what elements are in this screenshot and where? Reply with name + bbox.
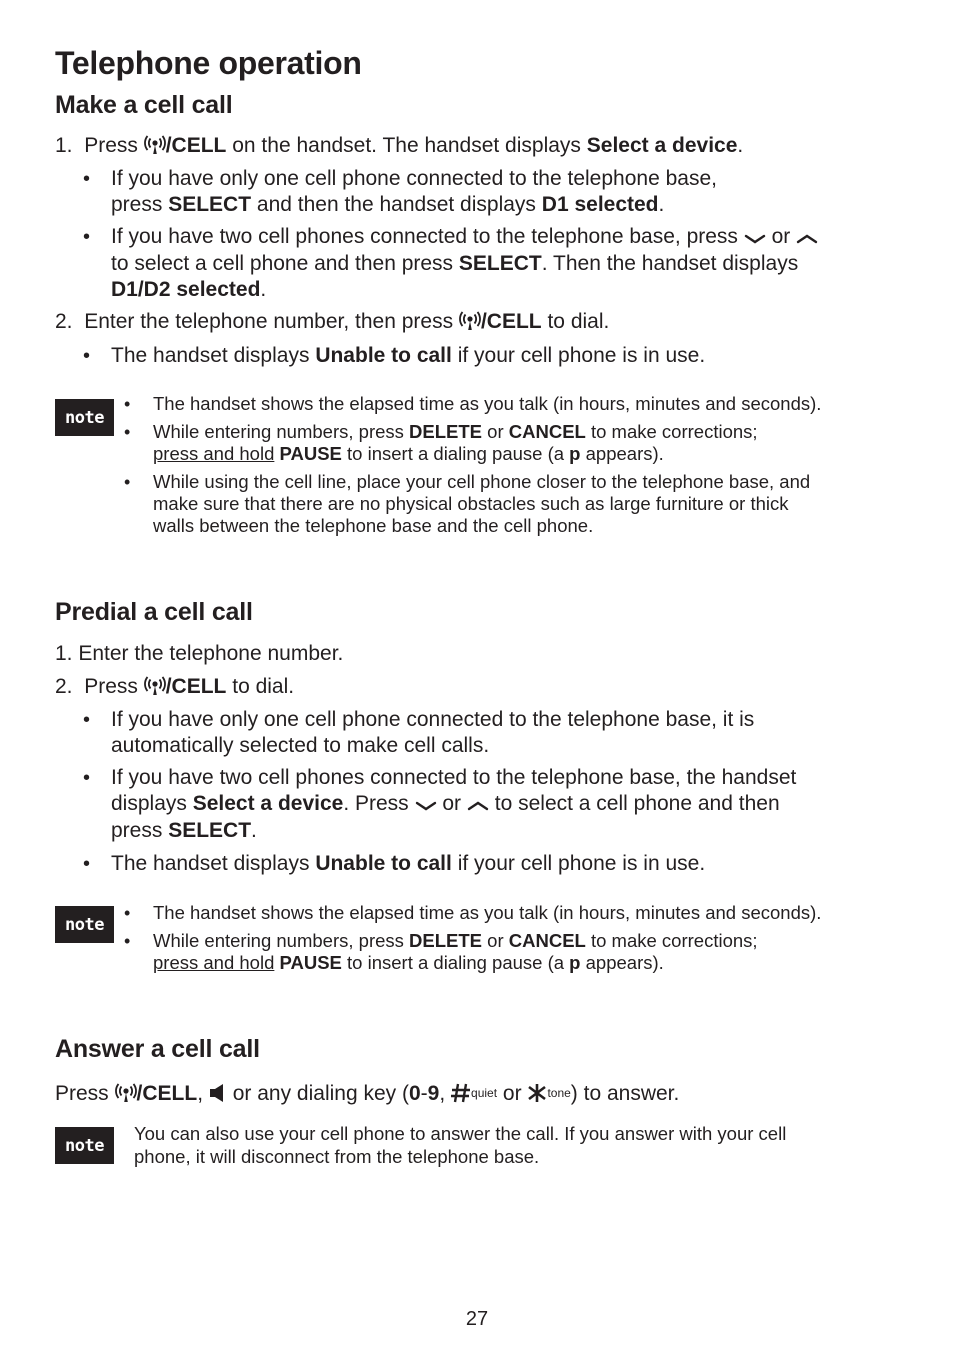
page-number: 27: [465, 1308, 489, 1330]
bullet-text: If you have two cell phones connected to the telephone base, press or: [111, 224, 818, 250]
select-key-label: SELECT: [458, 252, 542, 275]
bullet-text: The handset displays Unable to call if your cell phone is in use.: [111, 852, 706, 875]
cell-key-label: /CELL: [136, 1082, 198, 1105]
select-key-label: SELECT: [168, 193, 252, 216]
display-unable-to-call: Unable to call: [315, 344, 452, 367]
bullet-text: The handset displays Unable to call if your cell phone is in use.: [111, 344, 706, 367]
star-key-icon: [527, 1083, 547, 1103]
cell-key-label: /CELL: [165, 675, 227, 698]
bullet-text: press SELECT and then the handset displays D1 selected.: [111, 193, 665, 216]
page-title: Telephone operation: [55, 45, 362, 81]
display-unable-to-call: Unable to call: [315, 852, 452, 875]
section-heading-answer-cell-call: Answer a cell call: [55, 1035, 260, 1063]
make-step-2: 2. Enter the telephone number, then press /CELL to dial.: [55, 310, 610, 333]
bullet-icon: •: [124, 394, 131, 414]
pound-key-icon: [451, 1083, 471, 1103]
bullet-icon: •: [83, 767, 91, 789]
note-text: The handset shows the elapsed time as you talk (in hours, minutes and seconds).: [153, 902, 822, 923]
note-text: phone, it will disconnect from the telephone base.: [134, 1146, 540, 1167]
note-text: While using the cell line, place your cell phone closer to the telephone base, and: [153, 471, 811, 492]
bullet-text: press SELECT.: [111, 819, 257, 842]
chevron-up-icon: [796, 232, 818, 246]
step-press-text: Press: [84, 134, 138, 157]
bullet-icon: •: [83, 168, 91, 190]
chevron-down-icon: [415, 799, 437, 813]
answer-instruction: Press /CELL, or any dialing key (0-9, $^{quiet}$ or $^{tone}$) to answer.: [55, 1082, 680, 1105]
note-text: While entering numbers, press DELETE or CANCEL to make corrections;: [153, 930, 758, 951]
note-text: You can also use your cell phone to answer the call. If you answer with your cell: [134, 1123, 787, 1144]
chevron-up-icon: [467, 799, 489, 813]
note-text: press and hold PAUSE to insert a dialing pause (a p appears).: [153, 443, 664, 464]
note-text: make sure that there are no physical obstacles such as large furniture or thick: [153, 493, 789, 514]
cell-key-label: /CELL: [480, 310, 542, 333]
display-d1-selected: D1 selected: [541, 193, 659, 216]
cell-antenna-icon: [115, 1083, 137, 1103]
cell-key-label: /CELL: [165, 134, 227, 157]
cell-antenna-icon: [144, 135, 166, 155]
bullet-icon: •: [124, 472, 131, 492]
note-badge: note: [55, 399, 114, 436]
bullet-icon: •: [83, 853, 91, 875]
note-text: press and hold PAUSE to insert a dialing pause (a p appears).: [153, 952, 664, 973]
bullet-text: If you have two cell phones connected to the telephone base, the handset: [111, 766, 797, 789]
predial-step-2: 2. Press /CELL to dial.: [55, 675, 295, 698]
bullet-text: displays Select a device. Press or to select a cell phone and then: [111, 792, 780, 815]
step-text: on the handset. The handset displays: [232, 134, 581, 157]
display-d1d2-selected: D1/D2 selected: [111, 278, 261, 301]
bullet-icon: •: [124, 903, 131, 923]
make-step-1: 1. Press /CELL on the handset. The handset displays Select a device.: [55, 134, 744, 157]
note-text: The handset shows the elapsed time as you talk (in hours, minutes and seconds).: [153, 393, 822, 414]
bullet-icon: •: [83, 709, 91, 731]
cell-antenna-icon: [459, 311, 481, 331]
bullet-icon: •: [124, 931, 131, 951]
bullet-text: to select a cell phone and then press SELECT. Then the handset displays: [111, 252, 799, 275]
speaker-icon: [209, 1083, 227, 1103]
bullet-text: If you have only one cell phone connected to the telephone base,: [111, 167, 717, 190]
chevron-down-icon: [744, 232, 766, 246]
note-text: walls between the telephone base and the cell phone.: [153, 515, 594, 536]
cell-antenna-icon: [144, 676, 166, 696]
section-heading-predial-cell-call: Predial a cell call: [55, 598, 253, 626]
select-key-label: SELECT: [168, 819, 252, 842]
bullet-text: If you have only one cell phone connected to the telephone base, it is: [111, 708, 755, 731]
note-text: While entering numbers, press DELETE or CANCEL to make corrections;: [153, 421, 758, 442]
predial-step-1: 1. Enter the telephone number.: [55, 642, 344, 665]
bullet-icon: •: [124, 422, 131, 442]
note-badge: note: [55, 1127, 114, 1164]
bullet-text: D1/D2 selected.: [111, 278, 267, 301]
note-badge: note: [55, 906, 114, 943]
display-select-a-device: Select a device: [586, 134, 738, 157]
bullet-text: automatically selected to make cell calls.: [111, 734, 490, 757]
bullet-icon: •: [83, 345, 91, 367]
display-select-a-device: Select a device: [192, 792, 344, 815]
step-number: 1.: [55, 134, 73, 157]
section-heading-make-cell-call: Make a cell call: [55, 91, 233, 119]
bullet-icon: •: [83, 226, 91, 248]
